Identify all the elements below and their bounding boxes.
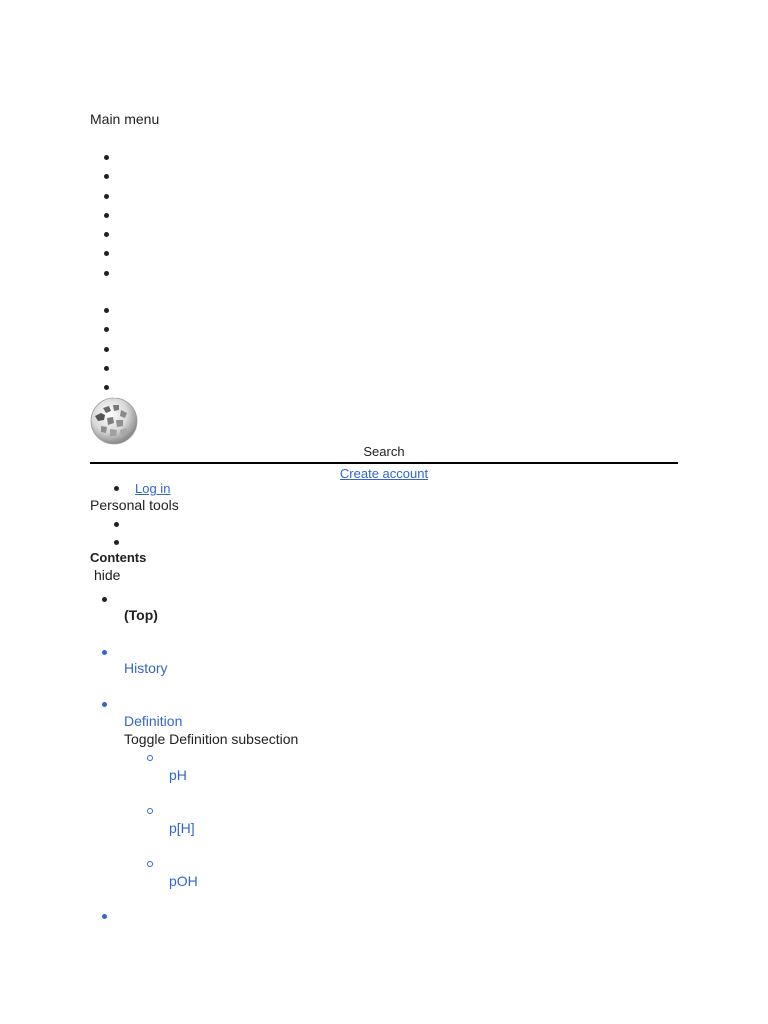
personal-tools-item[interactable]	[114, 540, 119, 545]
bullet-icon	[114, 486, 119, 491]
toc-item-history[interactable]: History	[124, 660, 168, 676]
toc-sub-bullet-icon	[147, 808, 153, 814]
toc-sub-bullet-icon	[147, 861, 153, 867]
contents-title: Contents	[90, 550, 147, 565]
personal-tools-item[interactable]	[114, 522, 119, 527]
wikipedia-logo-icon[interactable]	[89, 396, 139, 446]
create-account-container	[0, 466, 768, 481]
toc-bullet-icon	[102, 702, 107, 707]
toc-item-top[interactable]: (Top)	[124, 607, 158, 623]
toc-toggle-definition-button[interactable]: Toggle Definition subsection	[124, 731, 299, 747]
toc-bullet-icon[interactable]	[102, 914, 107, 919]
personal-tools-title[interactable]: Personal tools	[90, 497, 179, 513]
toc-item-p-h[interactable]: p[H]	[169, 820, 195, 836]
toc-bullet-icon	[102, 650, 107, 655]
toc-bullet-icon	[102, 597, 107, 602]
contents-hide-button[interactable]: hide	[94, 567, 121, 583]
login-item	[114, 481, 170, 496]
login-link[interactable]: Log in	[135, 481, 171, 496]
search-label[interactable]: Search	[363, 444, 405, 459]
create-account-link[interactable]: Create account	[339, 466, 429, 481]
toc-item-poh[interactable]: pOH	[169, 873, 198, 889]
main-menu-title: Main menu	[90, 111, 160, 127]
toc-sub-bullet-icon	[147, 755, 153, 761]
toc-item-definition[interactable]: Definition	[124, 713, 183, 729]
toc-item-ph[interactable]: pH	[169, 767, 187, 783]
search-divider	[90, 462, 678, 464]
